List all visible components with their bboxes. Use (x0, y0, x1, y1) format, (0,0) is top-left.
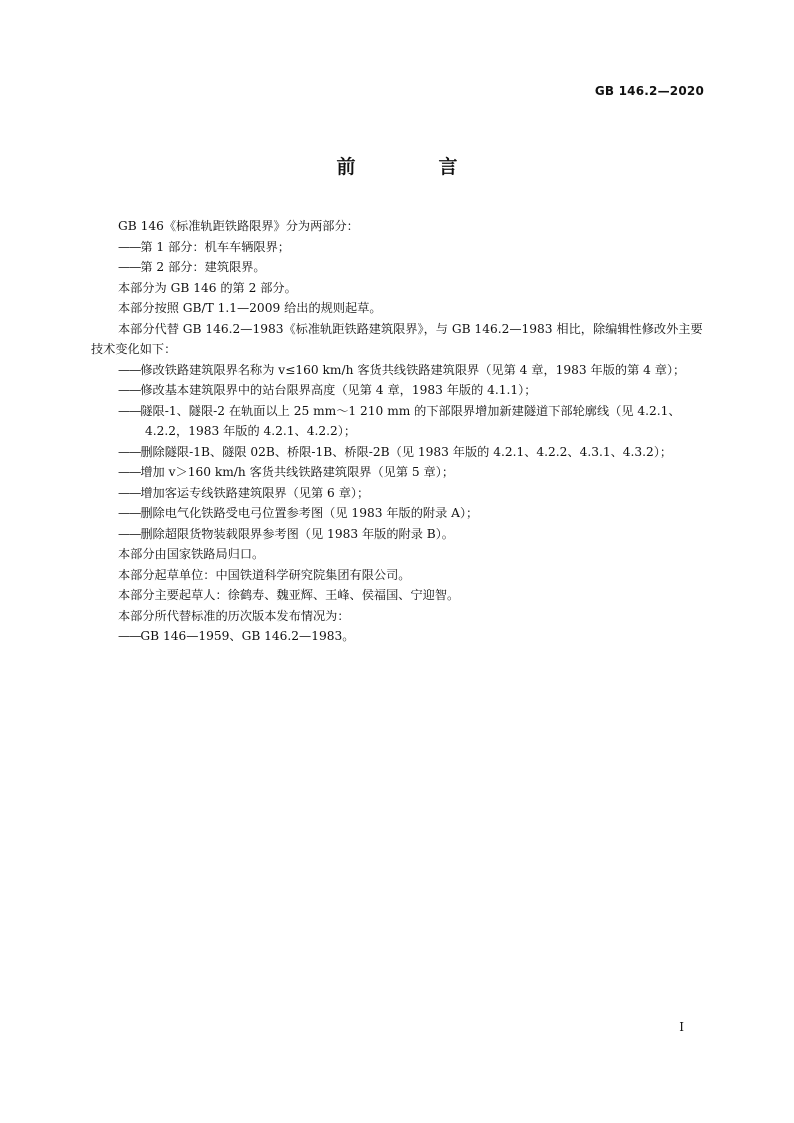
dash-marker: —— (118, 260, 141, 274)
list-item (91, 401, 706, 442)
paragraph: 本部分为 GB 146 的第 2 部分。 (118, 280, 297, 295)
paragraph: 本部分主要起草人：徐鹤寿、魏亚辉、王峰、侯福国、宁迎智。 (118, 588, 460, 602)
paragraph: 本部分由国家铁路局归口。 (118, 547, 265, 561)
paragraph: 本部分代替 GB 146.2—1983《标准轨距铁路建筑限界》，与 GB 146.2—1983 相比，除编辑性修改外主要技术变化如下： (91, 321, 703, 356)
paragraph: 本部分按照 GB/T 1.1—2009 给出的规则起草。 (118, 301, 382, 315)
list-item-text: 删除电气化铁路受电弓位置参考图（见 1983 年版的附录 A）； (140, 506, 479, 520)
list-item (91, 483, 706, 504)
list-item-text: 隧限-1、隧限-2 在轨面以上 25 mm～1 210 mm 的下部限界增加新建隧道下部轮廓线（见 4.2.1、4.2.2，1983 年版的 4.2.1、4.2.2）； (140, 403, 681, 438)
dash-marker: —— (118, 362, 141, 377)
dash-marker: —— (118, 383, 141, 397)
dash-marker: —— (118, 403, 141, 418)
list-item (91, 626, 706, 647)
list-item-text: 删除超限货物装载限界参考图（见 1983 年版的附录 B）。 (140, 526, 454, 541)
dash-marker: —— (118, 629, 141, 643)
foreword-body (91, 216, 706, 647)
list-item-text: 修改基本建筑限界中的站台限界高度（见第 4 章，1983 年版的 4.1.1）； (140, 383, 537, 397)
paragraph: GB 146《标准轨距铁路限界》分为两部分： (118, 219, 359, 233)
dash-marker: —— (118, 465, 141, 479)
list-item (91, 462, 706, 483)
list-item (91, 360, 706, 381)
list-item (91, 503, 706, 524)
list-item (91, 380, 706, 401)
paragraph: 本部分起草单位：中国铁道科学研究院集团有限公司。 (118, 567, 411, 582)
list-item-text: 删除隧限-1B、隧限 02B、桥限-1B、桥限-2B（见 1983 年版的 4.2.1、4.2.2、4.3.1、4.3.2）； (140, 444, 673, 459)
dash-marker: —— (118, 526, 141, 541)
dash-marker: —— (118, 485, 141, 500)
list-item (91, 442, 706, 463)
list-item (91, 524, 706, 545)
list-item-text: GB 146—1959、GB 146.2—1983。 (140, 629, 355, 643)
paragraph: 本部分所代替标准的历次版本发布情况为： (118, 608, 350, 623)
dash-marker: —— (118, 506, 141, 520)
list-item (91, 237, 706, 258)
list-item (91, 257, 706, 278)
standard-code-header: GB 146.2—2020 (594, 84, 704, 98)
list-item-text: 第 1 部分：机车车辆限界； (140, 239, 290, 254)
list-item-text: 修改铁路建筑限界名称为 v≤160 km/h 客货共线铁路建筑限界（见第 4 章，1983 年版的第 4 章）； (140, 362, 686, 377)
page-title: 前 言 (336, 156, 490, 178)
list-item-text: 增加客运专线铁路建筑限界（见第 6 章）； (140, 485, 370, 500)
page-number: I (679, 1020, 684, 1034)
dash-marker: —— (118, 239, 141, 254)
list-item-text: 第 2 部分：建筑限界。 (140, 260, 266, 274)
list-item-text: 增加 v＞160 km/h 客货共线铁路建筑限界（见第 5 章）； (140, 465, 455, 479)
dash-marker: —— (118, 444, 141, 459)
